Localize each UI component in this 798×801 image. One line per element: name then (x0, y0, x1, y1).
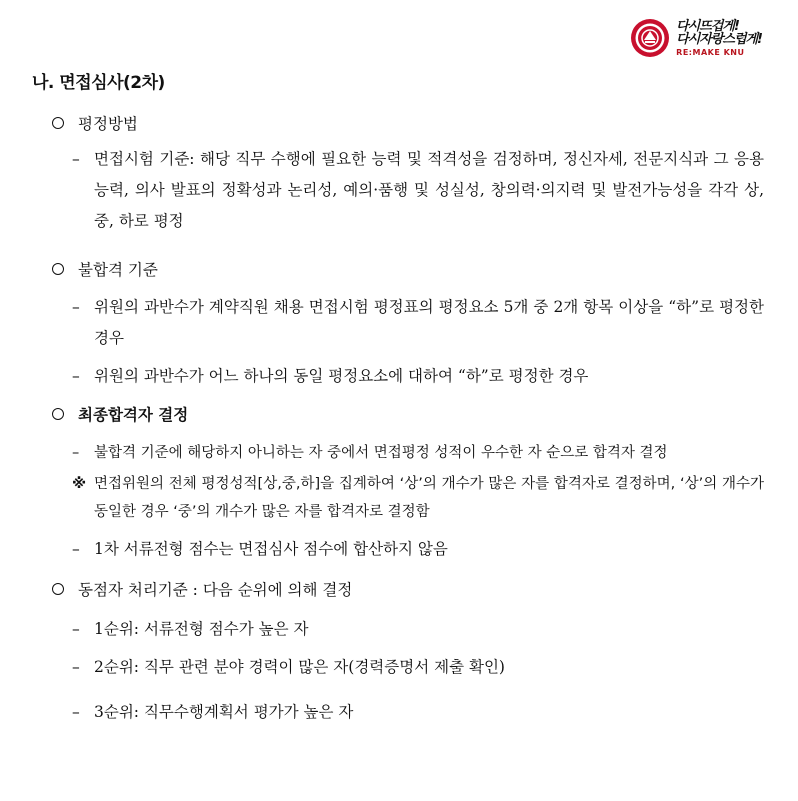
note-item (72, 470, 764, 526)
list-item (72, 439, 764, 467)
circle-bullet-icon (52, 408, 64, 420)
slogan-line-2: 다시자랑스럽게! (676, 31, 762, 47)
section-title: 최종합격자 결정 (78, 405, 189, 424)
slogan (676, 20, 762, 57)
dash-marker: – (72, 703, 80, 721)
dash-marker: – (72, 658, 80, 676)
item-text: 위원의 과반수가 계약직원 채용 면접시험 평정표의 평정요소 5개 중 2개 항목 이상을 “하”로 평정한 경우 (94, 298, 764, 347)
dash-marker: – (72, 540, 80, 558)
list-item (72, 614, 764, 645)
slogan-line-3: RE:MAKE KNU (676, 47, 745, 57)
section-title: 동점자 처리기준 : 다음 순위에 의해 결정 (78, 581, 353, 599)
list-item (72, 652, 764, 683)
item-text: 2순위: 직무 관련 분야 경력이 많은 자(경력증명서 제출 확인) (94, 658, 505, 676)
university-seal-icon (630, 18, 670, 58)
circle-bullet-icon (52, 263, 64, 275)
dash-marker: – (72, 620, 80, 638)
list-item (72, 697, 764, 728)
section-evaluation-method (52, 112, 138, 134)
university-logo (630, 18, 762, 58)
circle-bullet-icon (52, 583, 64, 595)
dash-marker: – (72, 150, 80, 168)
item-text: 3순위: 직무수행계획서 평가가 높은 자 (94, 703, 354, 721)
item-text: 1순위: 서류전형 점수가 높은 자 (94, 620, 309, 638)
section-final-decision (52, 403, 188, 425)
item-text: 면접시험 기준: 해당 직무 수행에 필요한 능력 및 적격성을 검정하며, 정신자세, 전문지식과 그 응용능력, 의사 발표의 정확성과 논리성, 예의·품행 및 성실성, 창의력·의지력 및 발전가능성을 각각 상, 중, 하로 평정 (94, 150, 764, 230)
list-item (72, 361, 764, 392)
section-tie-break (52, 578, 352, 600)
circle-bullet-icon (52, 117, 64, 129)
list-item (72, 534, 764, 565)
list-item (72, 292, 764, 354)
dash-marker: – (72, 298, 80, 316)
list-item (72, 144, 764, 237)
reference-mark: ※ (72, 476, 87, 492)
item-text: 1차 서류전형 점수는 면접심사 점수에 합산하지 않음 (94, 540, 448, 558)
dash-marker: – (72, 367, 80, 385)
item-text: 면접위원의 전체 평정성적[상,중,하]을 집계하여 ‘상’의 개수가 많은 자를 합격자로 결정하며, ‘상’의 개수가 동일한 경우 ‘중’의 개수가 많은 자를 합격자로 결정함 (94, 476, 764, 520)
section-fail-criteria (52, 258, 158, 280)
item-text: 위원의 과반수가 어느 하나의 동일 평정요소에 대하여 “하”로 평정한 경우 (94, 367, 589, 385)
section-title: 불합격 기준 (78, 261, 158, 279)
item-text: 불합격 기준에 해당하지 아니하는 자 중에서 면접평정 성적이 우수한 자 순으로 합격자 결정 (94, 445, 668, 461)
section-title: 평정방법 (78, 115, 138, 133)
slogan-line-1: 다시뜨겁게! (676, 18, 739, 34)
section-heading: 나. 면접심사(2차) (32, 73, 165, 93)
dash-marker: – (72, 445, 80, 461)
